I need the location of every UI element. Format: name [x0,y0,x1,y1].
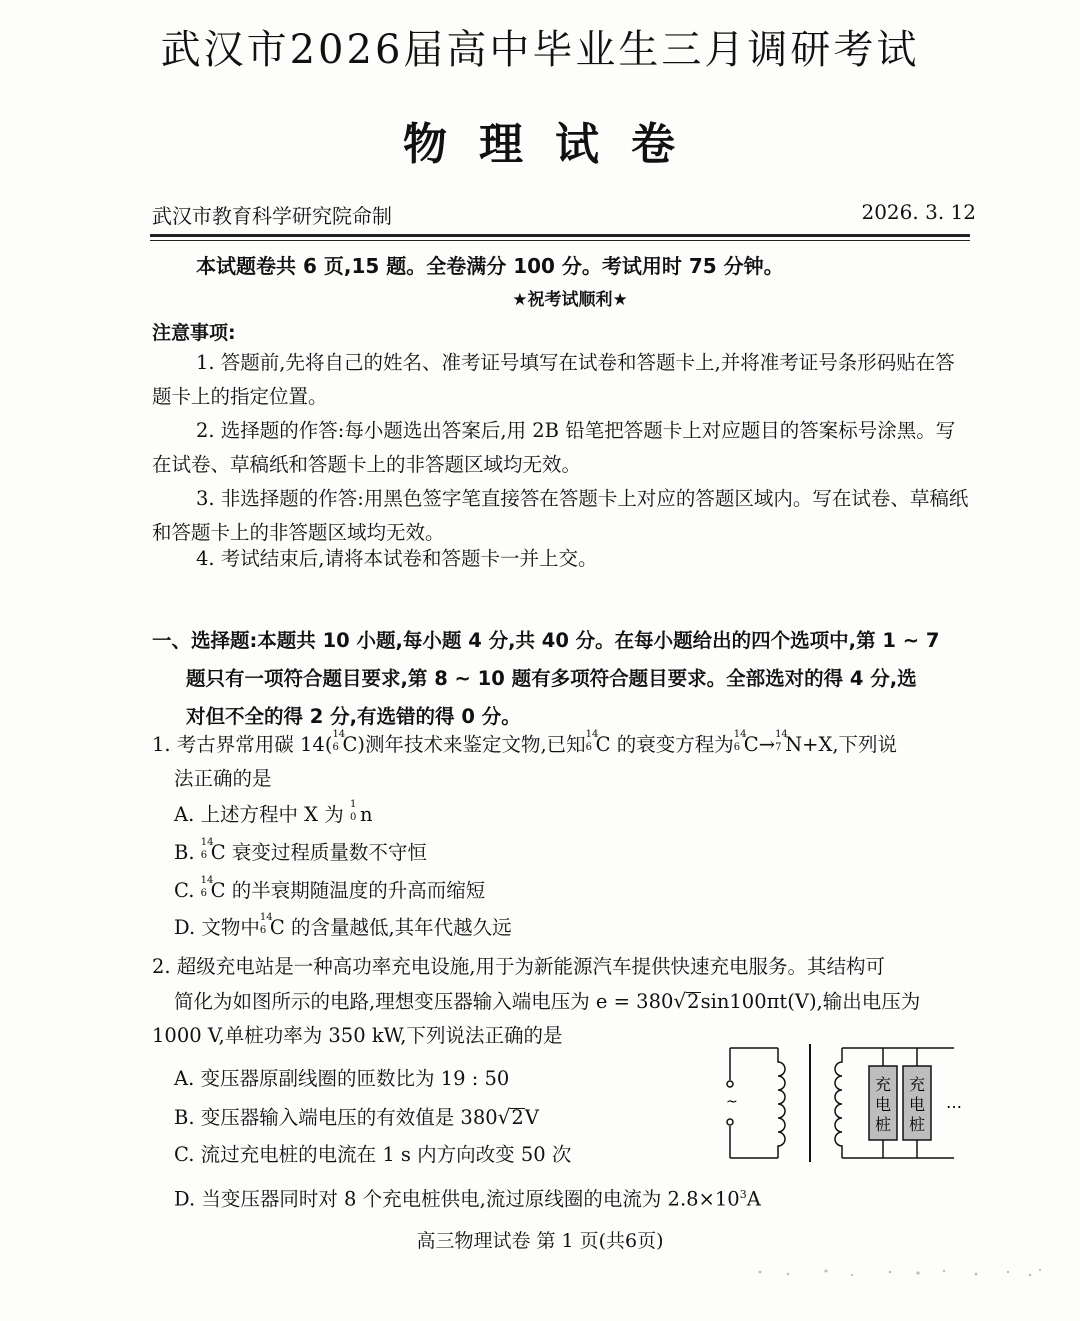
isotope-c14: 14 6 [332,729,346,753]
question-2-stem [152,950,974,1053]
isotope-c14: 14 6 [259,912,273,936]
question-1-stem [152,728,974,796]
q1-option-a: A. 上述方程中 X 为 1 0 n [174,799,373,826]
section-1-line-2: 题只有一项符合题目要求,第 8 ~ 10 题有多项符合题目要求。全部选对的得 4 分,选 [186,667,917,690]
isotope-neutron: 1 0 [349,799,357,823]
exam-date: 2026. 3. 12 [861,200,976,224]
pile-2-label-3: 桩 [908,1115,926,1134]
ac-source-symbol: ~ [726,1094,738,1110]
pile-1-label-3: 桩 [874,1115,892,1134]
isotope-c14: 14 6 [733,729,747,753]
notes-heading: 注意事项: [152,322,236,344]
q1-option-c: C. 14 6 C 的半衰期随温度的升高而缩短 [174,875,486,902]
q2-stem-line-1: 2. 超级充电站是一种高功率充电设施,用于为新能源汽车提供快速充电服务。其结构可 [152,955,886,978]
transformer-circuit-diagram [718,1040,968,1166]
section-1-instructions [152,622,974,736]
header-divider-thin [150,240,970,241]
q1-stem-part: 1. 考古界常用碳 14( [152,733,333,756]
q1-option-b: B. 14 6 C 衰变过程质量数不守恒 [174,837,427,864]
q2-option-d: D. 当变压器同时对 8 个充电桩供电,流过原线圈的电流为 $2.8\times 10^3A$ [174,1187,761,1211]
pile-2-label-2: 电 [908,1095,926,1114]
pile-1-label-1: 充 [874,1075,892,1094]
secondary-coil [835,1048,842,1158]
input-terminal-top [727,1081,733,1087]
scan-noise-decoration [740,1266,1060,1280]
q1-option-d: D. 文物中 14 6 C 的含量越低,其年代越久远 [174,912,512,939]
note-item-3: 3. 非选择题的作答:用黑色签字笔直接答在答题卡上对应的答题区域内。写在试卷、草稿纸和答题卡上的非答题区域均无效。 [152,487,969,544]
q2-stem-line-2: 简化为如图所示的电路,理想变压器输入端电压为 e = 380√2sin100πt(V),输出电压为 [174,989,921,1013]
q2-stem-line-3: 1000 V,单桩功率为 350 kW,下列说法正确的是 [152,1024,563,1047]
more-piles-ellipsis: … [946,1093,962,1112]
isotope-c14: 14 6 [585,729,599,753]
q1-stem-part: C 的衰变方程为 [595,733,734,756]
page-footer: 高三物理试卷 第 1 页(共6页) [416,1230,664,1252]
note-item-1: 1. 答题前,先将自己的姓名、准考证号填写在试卷和答题卡上,并将准考证号条形码贴在答题卡上的指定位置。 [152,351,955,408]
q1-stem-part: C→ [743,733,776,756]
pile-2-label-1: 充 [908,1075,926,1094]
isotope-c14: 14 6 [200,875,214,899]
header-divider-thick [150,234,970,237]
note-item-4: 4. 考试结束后,请将本试卷和答题卡一并上交。 [196,547,598,570]
section-1-line-1: 一、选择题:本题共 10 小题,每小题 4 分,共 40 分。在每小题给出的四个选项中,第 1 ~ 7 [152,629,940,652]
q1-stem-part: N+X,下列说 [785,733,898,756]
subject-title: 物理试卷 [403,119,707,170]
input-terminal-bottom [727,1119,733,1125]
isotope-c14: 14 6 [200,837,214,861]
isotope-n14: 14 7 [775,729,788,753]
q2-option-b: B. 变压器输入端电压的有效值是 380√2V [174,1105,539,1129]
section-1-line-3: 对但不全的得 2 分,有选错的得 0 分。 [186,705,521,728]
q2-option-c: C. 流过充电桩的电流在 1 s 内方向改变 50 次 [174,1143,572,1166]
primary-coil [778,1048,785,1158]
good-luck-banner: ★祝考试顺利★ [512,290,628,310]
q2-option-a: A. 变压器原副线圈的匝数比为 19 : 50 [174,1067,510,1090]
exam-title: 武汉市2026届高中毕业生三月调研考试 [160,27,920,73]
q1-stem-part: C)测年技术来鉴定文物,已知 [342,733,586,756]
pile-1-label-2: 电 [874,1095,892,1114]
exam-summary: 本试题卷共 6 页,15 题。全卷满分 100 分。考试用时 75 分钟。 [196,254,784,278]
q1-stem-continuation: 法正确的是 [174,767,272,790]
note-item-2: 2. 选择题的作答:每小题选出答案后,用 2B 铅笔把答题卡上对应题目的答案标号涂黑。写在试卷、草稿纸和答题卡上的非答题区域均无效。 [152,419,956,476]
organizer-text: 武汉市教育科学研究院命制 [152,204,392,228]
